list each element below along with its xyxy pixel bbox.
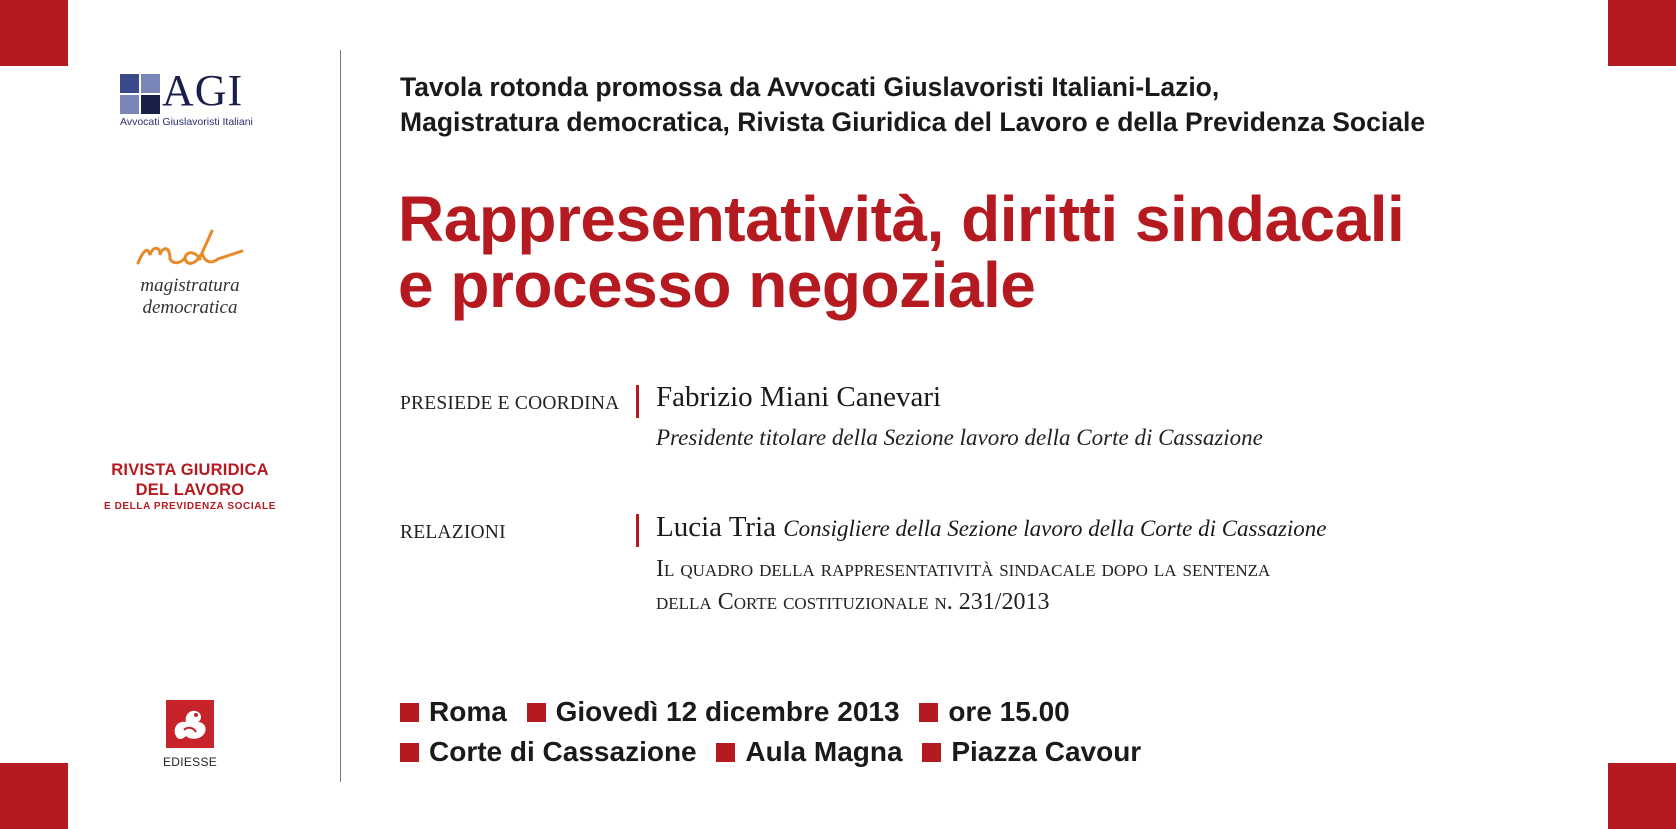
talk-topic-line-2: della Corte costituzionale n. 231/2013 bbox=[656, 589, 1050, 615]
intro-line-1: Tavola rotonda promossa da Avvocati Giuslavoristi Italiani-Lazio, bbox=[400, 72, 1220, 102]
talks-label: RELAZIONI bbox=[400, 522, 506, 543]
talk-topic-line-1: Il quadro della rappresentatività sindacale dopo la sentenza bbox=[656, 556, 1271, 582]
square-bullet-icon bbox=[919, 703, 938, 722]
title-line-2: e processo negoziale bbox=[398, 249, 1036, 321]
speaker-role: Consigliere della Sezione lavoro della Corte di Cassazione bbox=[783, 516, 1327, 541]
talk-topic bbox=[656, 553, 1556, 619]
rgl-logo bbox=[80, 460, 300, 514]
chair-role: Presidente titolare della Sezione lavoro della Corte di Cassazione bbox=[656, 425, 1263, 450]
rgl-logo-line1: RIVISTA GIURIDICA bbox=[111, 461, 269, 479]
md-logo bbox=[120, 225, 260, 319]
intro-text bbox=[400, 70, 1640, 140]
event-city: Roma bbox=[429, 696, 507, 727]
square-bullet-icon bbox=[922, 743, 941, 762]
chair-name: Fabrizio Miani Canevari bbox=[656, 381, 942, 413]
event-venue: Corte di Cassazione bbox=[429, 736, 697, 767]
talks-divider bbox=[636, 514, 639, 547]
event-address: Piazza Cavour bbox=[951, 736, 1142, 767]
ediesse-logo bbox=[160, 700, 220, 769]
agi-grid-icon bbox=[120, 74, 160, 114]
square-bullet-icon bbox=[716, 743, 735, 762]
rgl-logo-line2: DEL LAVORO bbox=[135, 481, 245, 499]
agi-logo-subtitle: Avvocati Giuslavoristi Italiani bbox=[120, 116, 253, 128]
ediesse-dragon-icon bbox=[166, 700, 214, 748]
page-title bbox=[398, 183, 1658, 321]
event-date: Giovedì 12 dicembre 2013 bbox=[555, 696, 900, 727]
event-info-line-1 bbox=[400, 694, 1082, 730]
vertical-divider bbox=[340, 50, 341, 782]
chair-label: PRESIEDE E COORDINA bbox=[400, 393, 620, 414]
md-logo-line2: democratica bbox=[142, 297, 238, 318]
title-line-1: Rappresentatività, diritti sindacali bbox=[398, 183, 1405, 255]
intro-line-2: Magistratura democratica, Rivista Giuridica del Lavoro e della Previdenza Sociale bbox=[400, 107, 1426, 137]
corner-block-top-right bbox=[1608, 0, 1676, 66]
ediesse-logo-text: EDIESSE bbox=[162, 755, 218, 769]
corner-block-top-left bbox=[0, 0, 68, 66]
event-info-line-2 bbox=[400, 734, 1153, 770]
md-logo-line1: magistratura bbox=[140, 275, 240, 296]
md-mark-icon bbox=[130, 225, 250, 275]
event-time: ore 15.00 bbox=[948, 696, 1070, 727]
corner-block-bottom-right bbox=[1608, 763, 1676, 829]
square-bullet-icon bbox=[400, 703, 419, 722]
agi-logo-word: AGI bbox=[162, 66, 244, 115]
speaker-name: Lucia Tria bbox=[656, 511, 777, 543]
square-bullet-icon bbox=[400, 743, 419, 762]
speaker-row bbox=[656, 511, 1327, 544]
square-bullet-icon bbox=[527, 703, 546, 722]
chair-divider bbox=[636, 385, 639, 418]
rgl-logo-line3: E DELLA PREVIDENZA SOCIALE bbox=[103, 501, 277, 512]
corner-block-bottom-left bbox=[0, 763, 68, 829]
event-room: Aula Magna bbox=[745, 736, 903, 767]
agi-logo bbox=[120, 66, 260, 132]
